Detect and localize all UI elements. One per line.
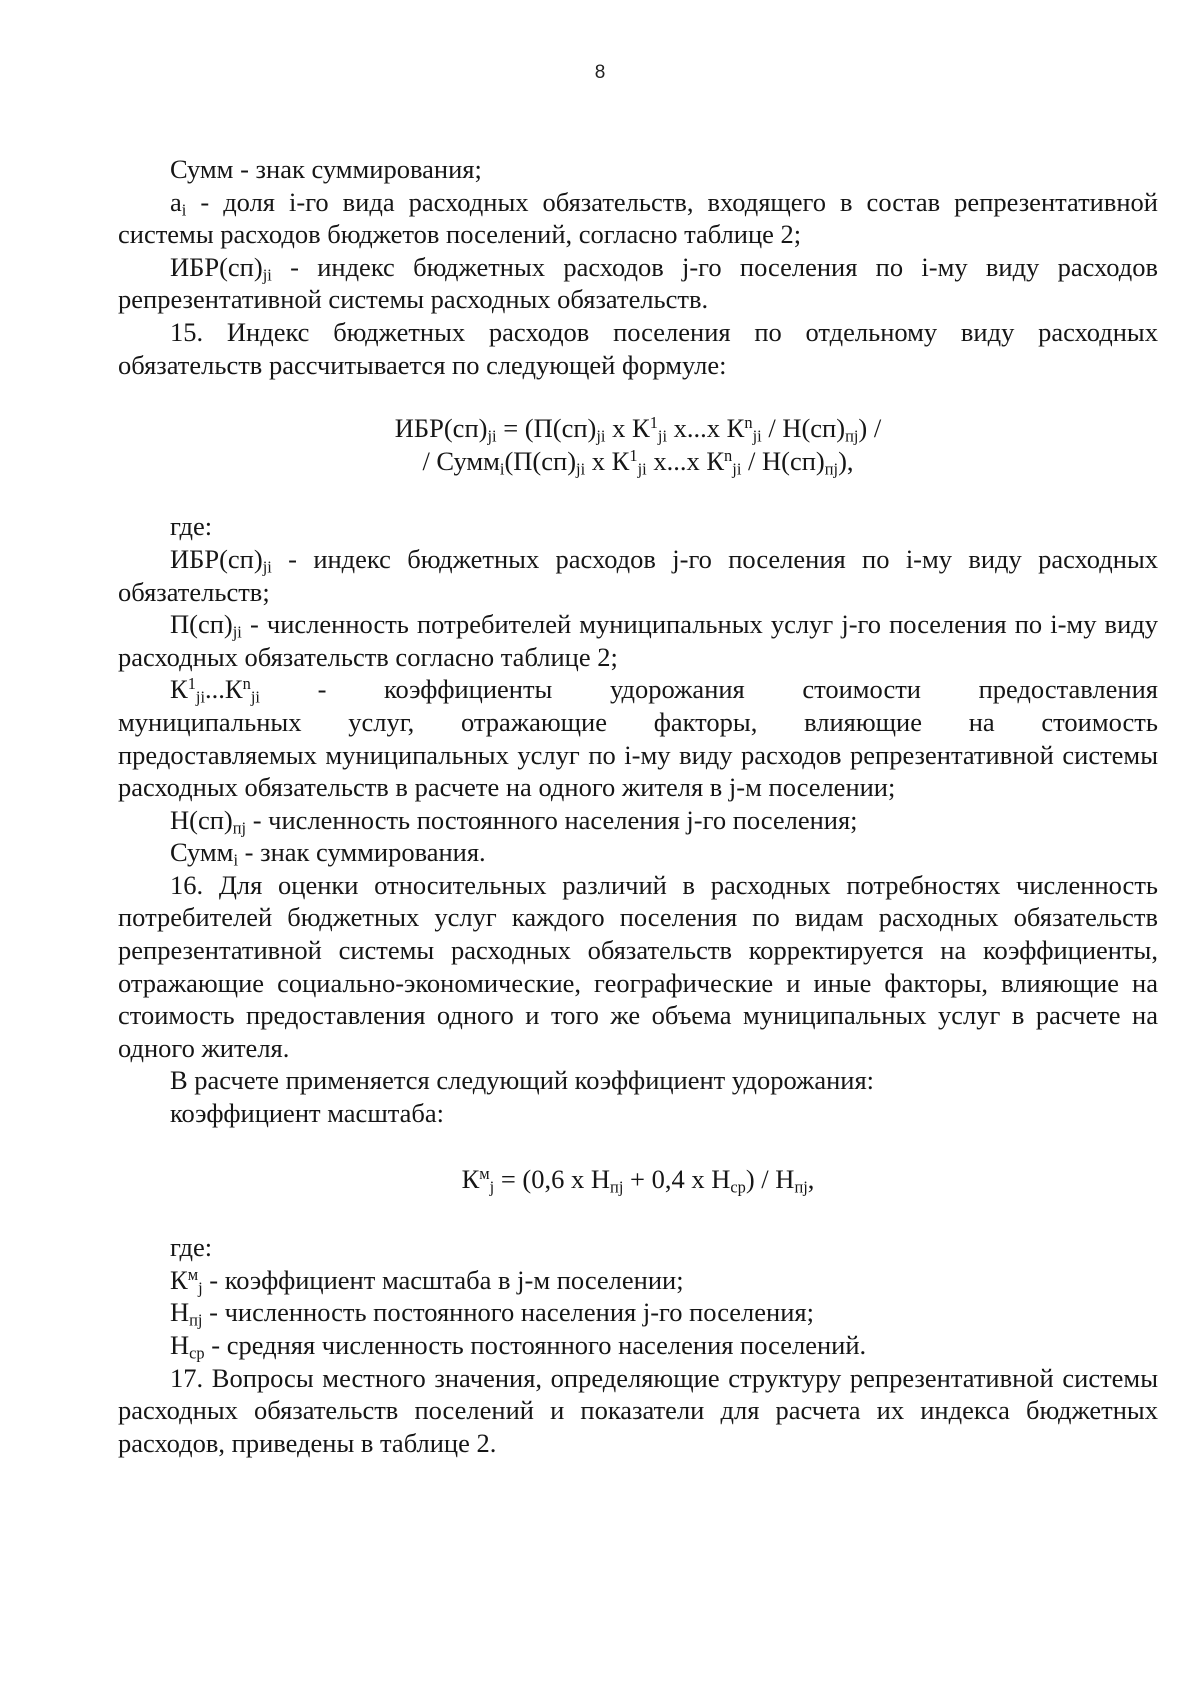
def-k-rest: предоставляемых муниципальных услуг по i-му виду расходов репрезентативной системы расходных обязательств в расчете на одного жителя в j-м поселении; <box>118 739 1158 803</box>
def-k-line-2: муниципальных услуг, отражающие факторы, влияющие на стоимость <box>118 706 1158 737</box>
paragraph-15: 15. Индекс бюджетных расходов поселения по отдельному виду расходных обязательств рассчитывается по следующей формуле: <box>118 316 1158 380</box>
formula-ibr-line-2: / $Сумм_i(П(сп)_{ji}$ х $К^1_{ji}$ х...х $К^n_{ji} / Н(сп)_{пj}$), <box>422 445 854 479</box>
formula-scale: $К^м_j = (0,6$ х $Н_{пj} + 0,4$ х $Н_{ср}) / Н_{пj}$, <box>461 1163 815 1197</box>
where-label-2: где: <box>170 1232 213 1263</box>
where-label-1: где: <box>170 511 213 542</box>
def-summ: Сумм$_i$ - знак суммирования. <box>170 837 486 870</box>
def-ai: $a_i$ - доля i-го вида расходных обязательств, входящего в состав репрезентативной системы расходов бюджетов поселений, согласно таблице 2; <box>118 186 1158 250</box>
def-summ-intro: Сумм - знак суммирования; <box>170 154 482 184</box>
paragraph-scale: коэффициент масштаба: <box>170 1098 444 1129</box>
def-ibr: $ИБР(сп)_{ji}$ - индекс бюджетных расходов j-го поселения по i-му виду расходных обязательств; <box>118 543 1158 607</box>
paragraph-16: 16. Для оценки относительных различий в расходных потребностях численность потребителей бюджетных услуг каждого поселения по видам расходных обязательств репрезентативной системы расходных обязательств корректируется на коэффициенты, отражающие социально-экономические, географические и иные факторы, влияющие на стоимость предоставления одного и того же объема муниципальных услуг в расчете на одного жителя. <box>118 869 1158 1063</box>
formula-ibr-line-1: $ИБР(сп)_{ji} = (П(сп)_{ji}$ х $К^1_{ji}$ х...х $К^n_{ji} / Н(сп)_{пj}$) / <box>394 413 882 446</box>
def-p: $П(сп)_{ji}$ - численность потребителей муниципальных услуг j-го поселения по i-му виду расходных обязательств согласно таблице 2; <box>118 609 1158 672</box>
page-number: 8 <box>594 62 606 83</box>
paragraph-17: 17. Вопросы местного значения, определяющие структуру репрезентативной системы расходных обязательств поселений и показатели для расчета их индекса бюджетных расходов, приведены в таблице 2. <box>118 1362 1158 1458</box>
def-ibr-intro: $ИБР(сп)_{ji}$ - индекс бюджетных расходов j-го поселения по i-му виду расходов репрезентативной системы расходных обязательств. <box>118 251 1158 315</box>
document-body <box>118 153 1158 1459</box>
def-ncp: $Н_{ср}$ - средняя численность постоянного населения поселений. <box>170 1330 867 1363</box>
def-km: $К^м_j$ - коэффициент масштаба в j-м поселении; <box>170 1264 684 1298</box>
def-npj: $Н_{пj}$ - численность постоянного населения j-го поселения; <box>170 1297 814 1330</box>
def-n: $Н(сп)_{пj}$ - численность постоянного населения j-го поселения; <box>170 804 858 838</box>
def-k-line-1: $К^1_{ji}...К^n_{ji}$ - коэффициенты удорожания стоимости предоставления <box>170 674 1158 707</box>
paragraph-calc: В расчете применяется следующий коэффициент удорожания: <box>170 1065 875 1096</box>
